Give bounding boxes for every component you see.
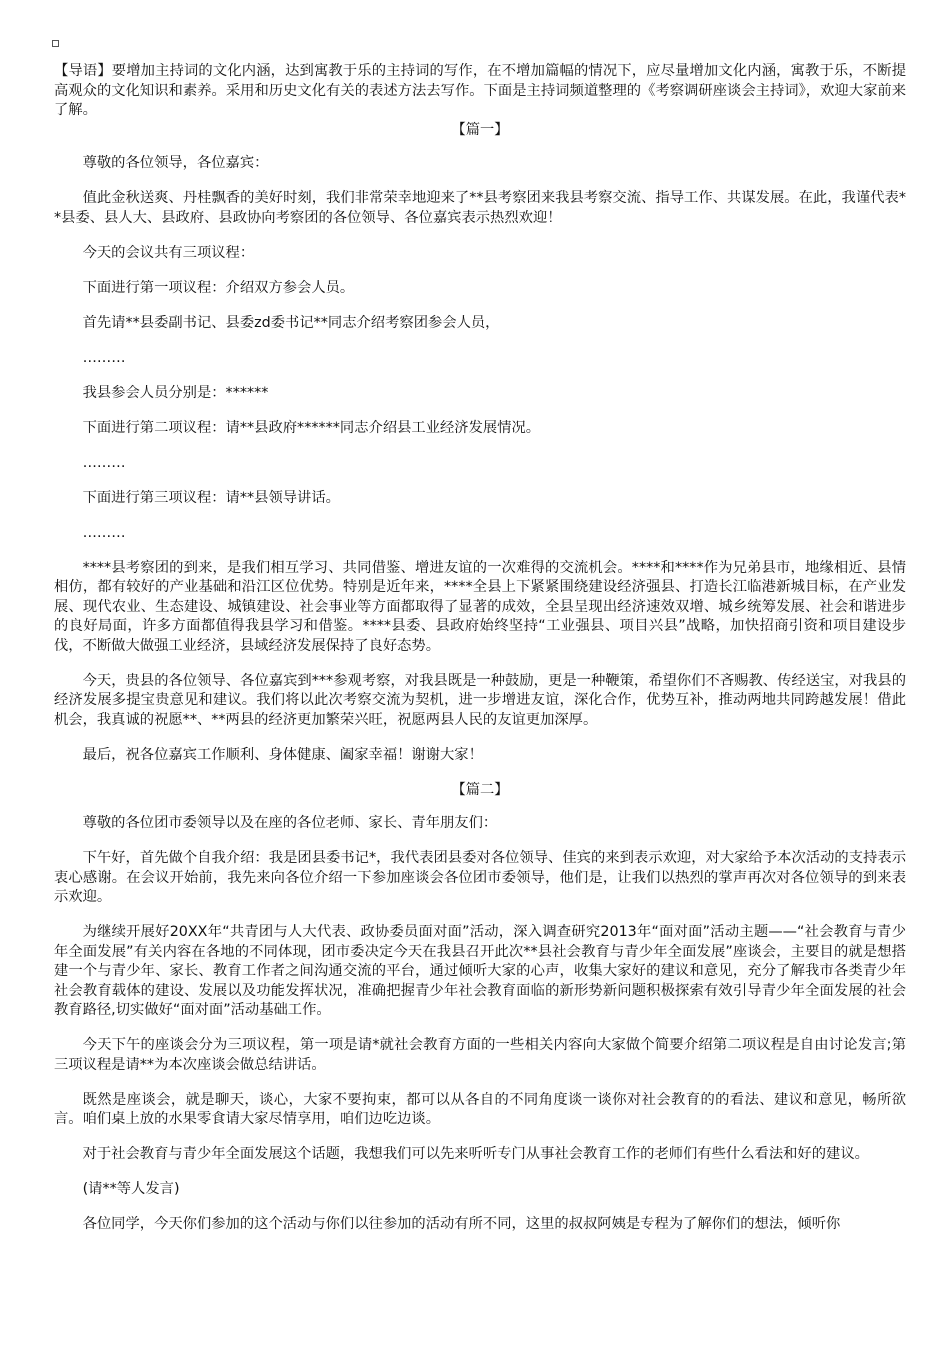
section-1-paragraph: ……… <box>82 454 126 471</box>
section-2-paragraph: (请**等人发言) <box>82 1181 180 1197</box>
page-marker-icon <box>52 40 59 47</box>
section-1-paragraph: 值此金秋送爽、丹桂飘香的美好时刻，我们非常荣幸地迎来了**县考察团来我县考察交流、指导工作、共谋发展。在此，我谨代表**县委、县人大、县政府、县政协向考察团的各位领导、各位嘉宾表示热烈欢迎！ <box>54 190 906 226</box>
section-1-paragraph: 我县参会人员分别是：****** <box>82 384 269 401</box>
intro-paragraph: 【导语】要增加主持词的文化内涵，达到寓教于乐的主持词的写作，在不增加篇幅的情况下，应尽量增加文化内涵，寓教于乐，不断提高观众的文化知识和素养。采用和历史文化有关的表述方法去写作。下面是主持词频道整理的《考察调研座谈会主持词》，欢迎大家前来了解。 <box>54 63 906 118</box>
section-1-paragraph: 下面进行第一项议程：介绍双方参会人员。 <box>82 279 355 296</box>
section-1-paragraph: 下面进行第二项议程：请**县政府******同志介绍县工业经济发展情况。 <box>82 419 541 436</box>
section-1-paragraph: 下面进行第三项议程：请**县领导讲话。 <box>82 489 340 506</box>
section-2-paragraph: 既然是座谈会，就是聊天，谈心，大家不要拘束，都可以从各自的不同角度谈一谈你对社会教育的的看法、建议和意见，畅所欲言。咱们桌上放的水果零食请大家尽情享用，咱们边吃边谈。 <box>54 1091 906 1127</box>
section-1-paragraph: 今天，贵县的各位领导、各位嘉宾到***参观考察，对我县既是一种鼓励，更是一种鞭策，希望你们不吝赐教、传经送宝，对我县的经济发展多提宝贵意见和建议。我们将以此次考察交流为契机，进一步增进友谊，深化合作，优势互补，推动两地共同跨越发展！借此机会，我真诚的祝愿**、**两县的经济更加繁荣兴旺，祝愿两县人民的友谊更加深厚。 <box>54 672 906 728</box>
section-1-paragraph: ……… <box>82 349 126 366</box>
section-1-paragraph: 今天的会议共有三项议程： <box>82 244 255 261</box>
section-2-paragraph: 对于社会教育与青少年全面发展这个话题，我想我们可以先来听听专门从事社会教育工作的老师们有些什么看法和好的建议。 <box>82 1146 869 1162</box>
section-1-paragraph: 尊敬的各位领导，各位嘉宾： <box>82 155 269 171</box>
section-1-title: 【篇一】 <box>451 121 509 138</box>
section-2-paragraph: 今天下午的座谈会分为三项议程，第一项是请*就社会教育方面的一些相关内容向大家做个简要介绍第二项议程是自由讨论发言;第三项议程是请**为本次座谈会做总结讲话。 <box>54 1037 906 1073</box>
section-2-paragraph: 下午好，首先做个自我介绍：我是团县委书记*，我代表团县委对各位领导、佳宾的来到表示欢迎，对大家给予本次活动的支持表示衷心感谢。在会议开始前，我先来向各位介绍一下参加座谈会各位团市委领导，他们是，让我们以热烈的掌声再次对各位领导的到来表示欢迎。 <box>54 850 906 905</box>
section-1-paragraph: ……… <box>82 524 126 541</box>
section-1-paragraph: 最后，祝各位嘉宾工作顺利、身体健康、阖家幸福！谢谢大家！ <box>82 746 483 763</box>
section-2-paragraph: 各位同学，今天你们参加的这个活动与你们以往参加的活动有所不同，这里的叔叔阿姨是专程为了解你们的想法，倾听你 <box>82 1216 841 1232</box>
section-2-title: 【篇二】 <box>451 781 509 798</box>
section-2-paragraph: 尊敬的各位团市委领导以及在座的各位老师、家长、青年朋友们： <box>82 815 498 831</box>
section-1-paragraph: ****县考察团的到来，是我们相互学习、共同借鉴、增进友谊的一次难得的交流机会。****和****作为兄弟县市，地缘相近、县情相仿，都有较好的产业基础和沿江区位优势。特别是近年来，****全县上下紧紧围绕建设经济强县、打造长江临港新城目标，在产业发展、现代农业、生态建设、城镇建设、社会事业等方面都取得了显著的成效，全县呈现出经济速效双增、城乡统筹发展、社会和谐进步的良好局面，许多方面都值得我县学习和借鉴。****县委、县政府始终坚持“工业强县、项目兴县”战略，加快招商引资和项目建设步伐，不断做大做强工业经济，县域经济发展保持了良好态势。 <box>54 559 906 654</box>
section-2-paragraph: 为继续开展好20XX年“共青团与人大代表、政协委员面对面”活动，深入调查研究2013年“面对面”活动主题——“社会教育与青少年全面发展”有关内容在各地的不同体现，团市委决定今天在我县召开此次**县社会教育与青少年全面发展”座谈会，主要目的就是想搭建一个与青少年、家长、教育工作者之间沟通交流的平台，通过倾听大家的心声，收集大家好的建议和意见，充分了解我市各类青少年社会教育载体的建设、发展以及功能发挥状况，准确把握青少年社会教育面临的新形势新问题积极探索有效引导青少年全面发展的社会教育路径,切实做好“面对面”活动基础工作。 <box>54 924 906 1018</box>
document-body <box>54 62 906 1250</box>
section-1-paragraph: 首先请**县委副书记、县委zd委书记**同志介绍考察团参会人员， <box>82 314 500 331</box>
